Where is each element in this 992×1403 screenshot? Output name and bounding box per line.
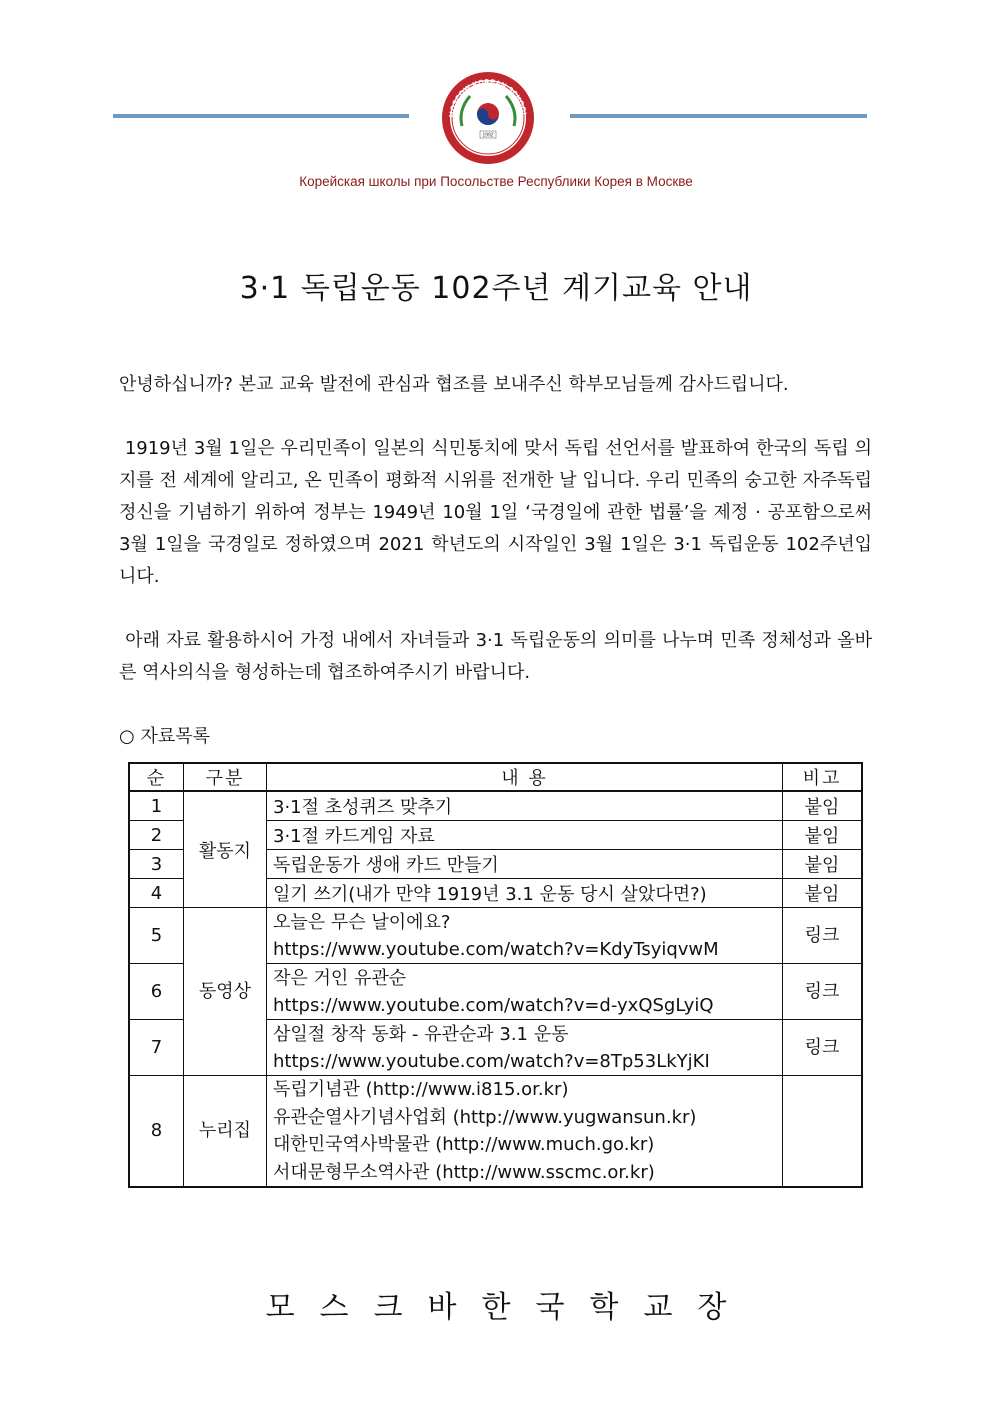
table-row: 5 동영상 오늘은 무슨 날이에요? https://www.youtube.com/watch?v=KdyTsyiqvwM 링크 (129, 908, 862, 964)
video-link[interactable]: https://www.youtube.com/watch?v=d-yxQSgLyiQ (273, 994, 714, 1016)
material-table (128, 762, 863, 1188)
table-row: 2 3·1절 카드게임 자료 붙임 (129, 821, 862, 850)
category-web: 누리집 (184, 1076, 267, 1188)
greeting-paragraph: 안녕하십니까? 본교 교육 발전에 관심과 협조를 보내주신 학부모님들께 감사드립니다. (119, 374, 789, 395)
school-logo-icon (440, 70, 536, 166)
header-category: 구분 (184, 763, 267, 791)
request-paragraph: 아래 자료 활용하시어 가정 내에서 자녀들과 3·1 독립운동의 의미를 나누며 민족 정체성과 올바른 역사의식을 형성하는데 협조하여주시기 바랍니다. (119, 630, 872, 683)
header-content: 내 용 (267, 763, 783, 791)
website-link[interactable]: 서대문형무소역사관 (http://www.sscmc.or.kr) (273, 1161, 655, 1183)
video-link[interactable]: https://www.youtube.com/watch?v=KdyTsyiqvwM (273, 938, 719, 960)
table-row: 6 작은 거인 유관순 https://www.youtube.com/watch?v=d-yxQSgLyiQ 링크 (129, 964, 862, 1020)
table-row: 3 독립운동가 생애 카드 만들기 붙임 (129, 850, 862, 879)
table-row: 8 누리집 독립기념관 (http://www.i815.or.kr) 유관순열사기념사업회 (http://www.yugwansun.kr) 대한민국역사박물관 (http://www.much.go.kr) 서대문형무소역사관 (http://www.sscmc.or.kr) (129, 1076, 862, 1188)
table-row: 4 일기 쓰기(내가 만약 1919년 3.1 운동 당시 살았다면?) 붙임 (129, 879, 862, 908)
history-paragraph: 1919년 3월 1일은 우리민족이 일본의 식민통치에 맞서 독립 선언서를 발표하여 한국의 독립 의지를 전 세계에 알리고, 온 민족이 평화적 시위를 전개한 날 입니다. 우리 민족의 숭고한 자주독립정신을 기념하기 위하여 정부는 1949년 10월 1일 ‘국경일에 관한 법률’을 제정 · 공포함으로써 3월 1일을 국경일로 정하였으며 2021 학년도의 시작일인 3월 1일은 3·1 독립운동 102주년입니다. (119, 438, 872, 587)
school-name: Корейская школы при Посольстве Республики Корея в Москве (299, 174, 693, 189)
header-no: 순 (129, 763, 184, 791)
header-line-right (570, 114, 867, 118)
website-link[interactable]: 대한민국역사박물관 (http://www.much.go.kr) (273, 1134, 655, 1155)
table-row: 1 활동지 3·1절 초성퀴즈 맞추기 붙임 (129, 791, 862, 821)
website-link[interactable]: 유관순열사기념사업회 (http://www.yugwansun.kr) (273, 1106, 697, 1128)
table-row: 7 삼일절 창작 동화 - 유관순과 3.1 운동 https://www.youtube.com/watch?v=8Tp53LkYjKI 링크 (129, 1020, 862, 1076)
category-video: 동영상 (184, 908, 267, 1076)
page-title: 3·1 독립운동 102주년 계기교육 안내 (239, 271, 753, 306)
video-link[interactable]: https://www.youtube.com/watch?v=8Tp53LkYjKI (273, 1050, 710, 1072)
header-note: 비고 (783, 763, 863, 791)
svg-text:1992: 1992 (482, 132, 494, 139)
svg-text:MOSCOW KOREAN SCHOOL: MOSCOW KOREAN SCHOOL (448, 78, 528, 118)
category-activity: 활동지 (184, 791, 267, 908)
principal-signature: 모스크바한국학교장 (265, 1290, 752, 1325)
website-link[interactable]: 독립기념관 (http://www.i815.or.kr) (273, 1079, 569, 1100)
material-list-title: ○ 자료목록 (119, 726, 210, 747)
header-line-left (113, 114, 409, 118)
table-header-row (129, 763, 862, 791)
